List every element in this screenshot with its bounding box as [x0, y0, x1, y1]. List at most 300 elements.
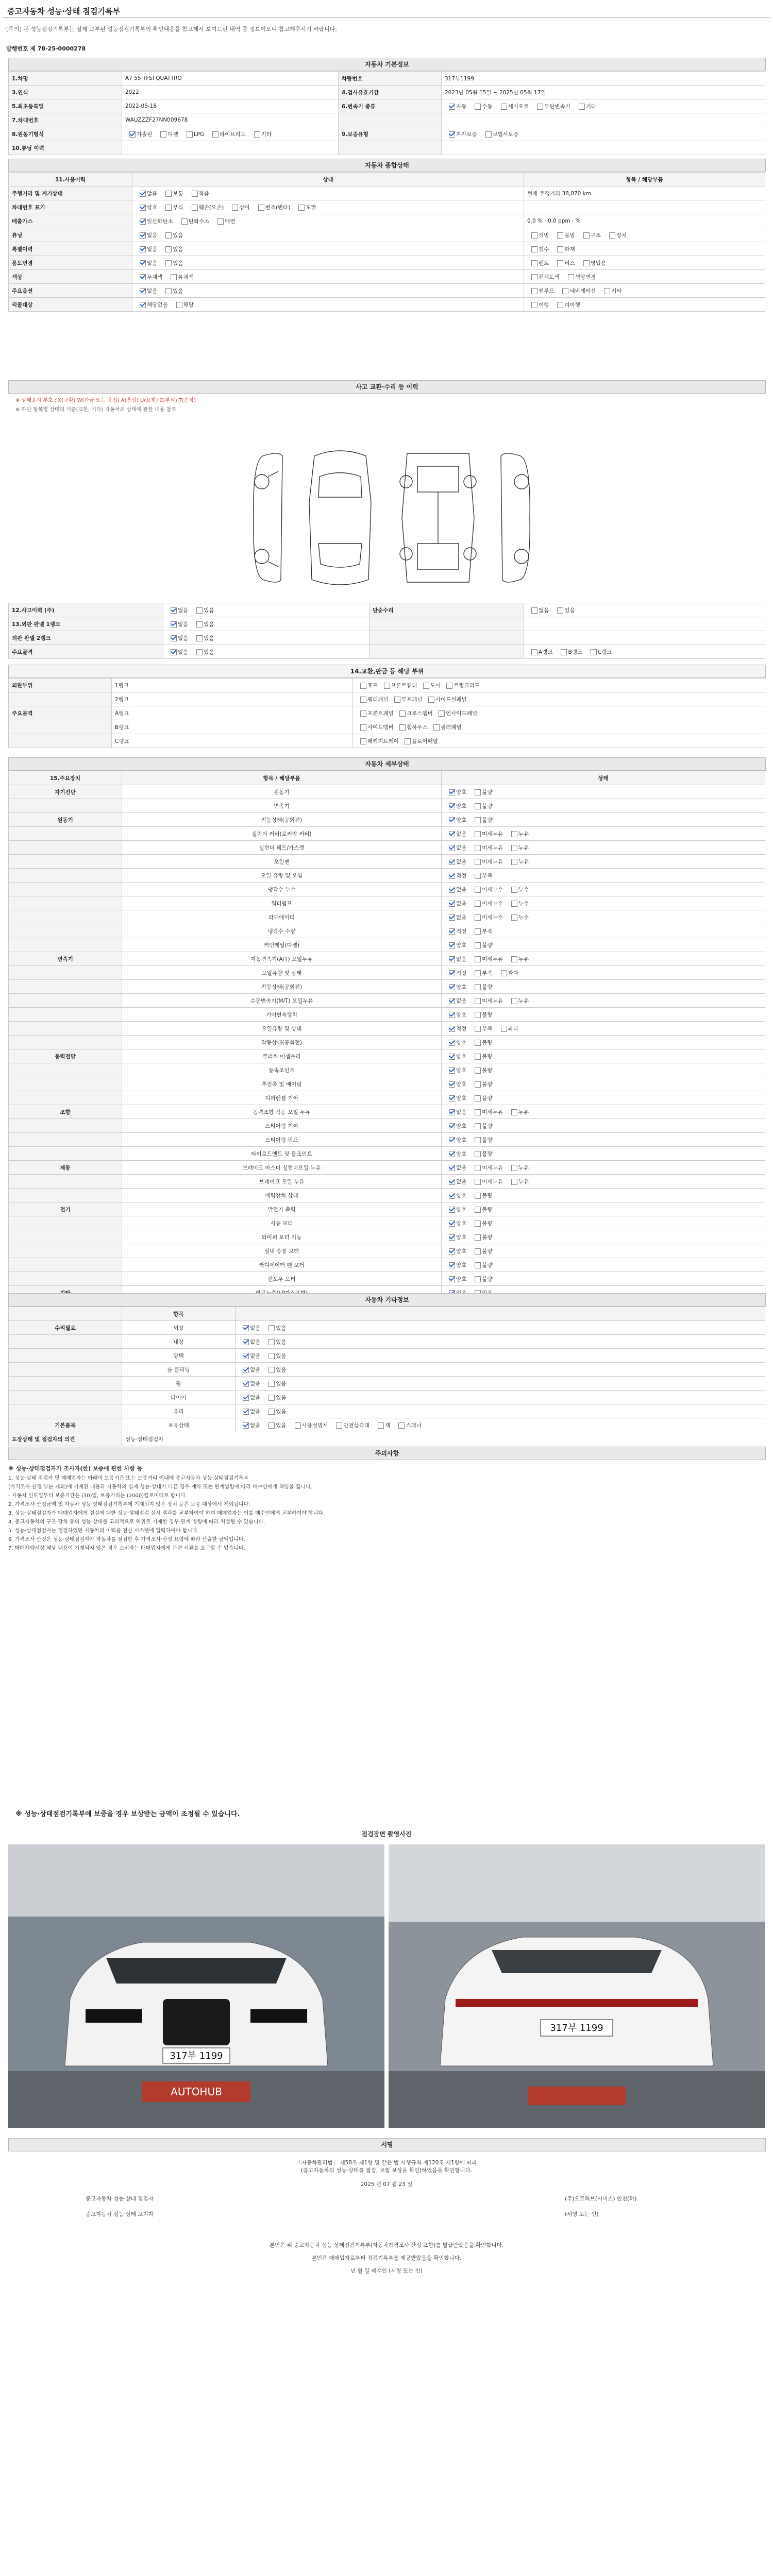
- checkbox[interactable]: [501, 1026, 507, 1032]
- checkbox[interactable]: [475, 1067, 481, 1074]
- checkbox[interactable]: [160, 131, 166, 138]
- checkbox[interactable]: [449, 1109, 455, 1115]
- checkbox[interactable]: [449, 1137, 455, 1143]
- other-state: [236, 1363, 765, 1377]
- checkbox[interactable]: [449, 859, 455, 865]
- checkbox[interactable]: [557, 246, 563, 252]
- checkbox[interactable]: [268, 1395, 275, 1401]
- checkbox[interactable]: [449, 1151, 455, 1157]
- checkbox[interactable]: [449, 789, 455, 795]
- checkbox[interactable]: [171, 621, 177, 628]
- checkbox[interactable]: [562, 288, 568, 294]
- checkbox[interactable]: [557, 232, 563, 239]
- checkbox[interactable]: [501, 104, 507, 110]
- checkbox[interactable]: [268, 1339, 275, 1345]
- checkbox[interactable]: [475, 970, 481, 976]
- checkbox[interactable]: [511, 887, 517, 893]
- detail-row: [9, 938, 765, 952]
- overall-state: [132, 298, 524, 312]
- checkbox[interactable]: [531, 288, 537, 294]
- checkbox[interactable]: [295, 1422, 301, 1429]
- checkbox[interactable]: [531, 274, 537, 280]
- checkbox[interactable]: [449, 1095, 455, 1101]
- checkbox[interactable]: [449, 131, 455, 138]
- checkbox[interactable]: [176, 302, 182, 308]
- checkbox[interactable]: [531, 232, 537, 239]
- checkbox-label: 양호: [147, 204, 158, 211]
- checkbox[interactable]: [449, 1262, 455, 1268]
- detail-group: [9, 1036, 122, 1049]
- checkbox[interactable]: [557, 260, 563, 266]
- checkbox-label: 있음: [173, 260, 183, 266]
- checkbox-label: 양호: [456, 1220, 467, 1227]
- basic-label-2: 9.보증유형: [339, 127, 442, 141]
- checkbox[interactable]: [583, 260, 590, 266]
- checkbox[interactable]: [449, 1165, 455, 1171]
- checkbox[interactable]: [475, 1054, 481, 1060]
- checkbox-label: 양호: [456, 817, 467, 823]
- checkbox[interactable]: [475, 1234, 481, 1241]
- checkbox[interactable]: [165, 260, 172, 266]
- checkbox-label: 누유: [518, 844, 529, 851]
- doc-no-value: 78-25-0000278: [37, 45, 86, 52]
- checkbox[interactable]: [475, 1276, 481, 1282]
- checkbox[interactable]: [140, 274, 146, 280]
- checkbox-label: 불량: [482, 1150, 493, 1157]
- checkbox-label: 있음: [276, 1338, 287, 1345]
- checkbox[interactable]: [171, 649, 177, 655]
- detail-head-cell: 상태: [442, 771, 765, 785]
- checkbox[interactable]: [449, 1054, 455, 1060]
- checkbox[interactable]: [475, 789, 481, 795]
- doc-no-label: 발행번호 제: [6, 45, 36, 52]
- checkbox[interactable]: [243, 1422, 249, 1429]
- detail-row: [9, 1008, 765, 1022]
- checkbox[interactable]: [449, 942, 455, 948]
- checkbox-label: 썬루프: [539, 287, 554, 294]
- checkbox[interactable]: [449, 1012, 455, 1018]
- checkbox[interactable]: [398, 1422, 405, 1429]
- checkbox-label: 양호: [456, 789, 467, 795]
- checkbox[interactable]: [449, 928, 455, 935]
- checkbox[interactable]: [243, 1367, 249, 1373]
- checkbox[interactable]: [449, 887, 455, 893]
- checkbox-label: 양호: [456, 1192, 467, 1199]
- detail-group: [9, 1230, 122, 1244]
- detail-group: [9, 1258, 122, 1272]
- checkbox[interactable]: [171, 274, 177, 280]
- checkbox-label: 누유: [518, 858, 529, 865]
- checkbox[interactable]: [475, 1123, 481, 1129]
- checkbox[interactable]: [475, 1179, 481, 1185]
- detail-group: [9, 910, 122, 924]
- checkbox[interactable]: [475, 1095, 481, 1101]
- checkbox-label: 누유: [518, 997, 529, 1004]
- checkbox[interactable]: [140, 205, 146, 211]
- detail-item: 냉각수 누수: [122, 883, 442, 896]
- checkbox[interactable]: [475, 887, 481, 893]
- damage-item: 12.사고이력 (주): [9, 603, 163, 617]
- rear-car-image: [389, 1844, 765, 2128]
- checkbox[interactable]: [475, 1012, 481, 1018]
- checkbox[interactable]: [243, 1353, 249, 1359]
- checkbox[interactable]: [531, 302, 537, 308]
- checkbox-label: 미세누유: [482, 956, 503, 962]
- overall-item: 배출가스: [9, 214, 132, 228]
- checkbox[interactable]: [449, 1221, 455, 1227]
- checkbox[interactable]: [511, 956, 517, 962]
- detail-row: [9, 1049, 765, 1063]
- overall-detail: [524, 284, 765, 298]
- checkbox[interactable]: [561, 649, 567, 655]
- checkbox[interactable]: [475, 1248, 481, 1255]
- checkbox[interactable]: [583, 232, 590, 239]
- detail-row: [9, 1022, 765, 1036]
- caution-line: 3. 성능·상태점검자가 매매업자에게 점검에 대한 성능·상태점검 실시 결과를 교부하여야 하며 매매업자는 이를 매수인에게 교부하여야 합니다.: [8, 1510, 325, 1516]
- checkbox[interactable]: [501, 970, 507, 976]
- checkbox[interactable]: [449, 1207, 455, 1213]
- checkbox[interactable]: [449, 817, 455, 823]
- checkbox-label: 누유: [518, 1164, 529, 1171]
- checkbox-label: 디젤: [167, 131, 178, 138]
- checkbox[interactable]: [475, 859, 481, 865]
- checkbox[interactable]: [449, 970, 455, 976]
- checkbox[interactable]: [254, 131, 260, 138]
- checkbox[interactable]: [140, 302, 146, 308]
- detail-item: 기어변속장치: [122, 1008, 442, 1022]
- checkbox[interactable]: [609, 232, 615, 239]
- other-item: 외장: [122, 1321, 236, 1335]
- inspection-photos: [8, 1844, 765, 2133]
- checkbox-label: 기타: [261, 131, 272, 138]
- checkbox[interactable]: [196, 621, 203, 628]
- report-notice: [주의] 본 성능점검기록부는 실제 교부된 성능점검기록부의 확인내용을 참고해서 보여드린 내역 중 정보이오니 참고해주시기 바랍니다.: [6, 26, 337, 32]
- checkbox[interactable]: [591, 649, 597, 655]
- checkbox[interactable]: [475, 984, 481, 990]
- checkbox-label: 상이: [239, 204, 250, 211]
- checkbox-label: 없음: [456, 956, 467, 962]
- checkbox[interactable]: [568, 274, 574, 280]
- checkbox[interactable]: [232, 205, 238, 211]
- checkbox[interactable]: [243, 1325, 249, 1331]
- basic-value-2: 2023년 05월 15일 ~ 2025년 05월 17일: [442, 86, 765, 99]
- checkbox[interactable]: [165, 191, 172, 197]
- other-head-cell: 항목: [122, 1307, 236, 1321]
- checkbox[interactable]: [140, 260, 146, 266]
- checkbox-label: 양호: [456, 1206, 467, 1213]
- detail-row: [9, 1091, 765, 1105]
- caution-big-note: ※ 성능·상태점검기록부에 보증을 경우 보상받는 금액이 조정될 수 있습니다.: [15, 1810, 240, 1818]
- inspector-label: 중고자동차 성능·상태 점검자: [86, 2196, 154, 2202]
- checkbox[interactable]: [475, 1165, 481, 1171]
- checkbox-label: 있음: [276, 1408, 287, 1415]
- section-damage-history: 사고 교환·수리 등 이력: [8, 380, 766, 394]
- checkbox[interactable]: [449, 845, 455, 851]
- checkbox[interactable]: [449, 956, 455, 962]
- overall-item: 주행거리 및 계기상태: [9, 187, 132, 200]
- checkbox[interactable]: [475, 1151, 481, 1157]
- checkbox-label: 없음: [456, 1109, 467, 1115]
- checkbox[interactable]: [140, 288, 146, 294]
- checkbox[interactable]: [449, 901, 455, 907]
- checkbox[interactable]: [449, 831, 455, 837]
- checkbox-label: 양호: [456, 1276, 467, 1282]
- checkbox[interactable]: [475, 1221, 481, 1227]
- checkbox[interactable]: [511, 914, 517, 921]
- checkbox-label: 없음: [178, 621, 189, 628]
- checkbox[interactable]: [449, 1067, 455, 1074]
- detail-group: [9, 1272, 122, 1286]
- overall-head-cell: 항목 / 해당부품: [524, 173, 765, 187]
- detail-state: [442, 841, 765, 855]
- checkbox[interactable]: [268, 1367, 275, 1373]
- checkbox-label: 과다: [508, 1025, 518, 1032]
- other-group: [9, 1404, 122, 1418]
- detail-row: [9, 1175, 765, 1189]
- checkbox[interactable]: [449, 1276, 455, 1282]
- checkbox[interactable]: [196, 649, 203, 655]
- detail-group: [9, 1022, 122, 1036]
- checkbox[interactable]: [475, 998, 481, 1004]
- checkbox-label: 있음: [204, 607, 214, 614]
- checkbox[interactable]: [475, 942, 481, 948]
- checkbox[interactable]: [604, 288, 610, 294]
- checkbox-label: 누유: [518, 1178, 529, 1185]
- checkbox[interactable]: [475, 1137, 481, 1143]
- checkbox-label: 있음: [173, 232, 183, 239]
- other-row: [9, 1418, 765, 1432]
- detail-row: [9, 952, 765, 966]
- checkbox[interactable]: [557, 607, 563, 614]
- checkbox[interactable]: [475, 845, 481, 851]
- checkbox[interactable]: [475, 1081, 481, 1088]
- checkbox[interactable]: [449, 984, 455, 990]
- checkbox[interactable]: [531, 260, 537, 266]
- detail-item: 라디에이터: [122, 910, 442, 924]
- detail-item: 실내 송풍 모터: [122, 1244, 442, 1258]
- checkbox[interactable]: [475, 873, 481, 879]
- checkbox[interactable]: [475, 104, 481, 110]
- checkbox-label: 양호: [456, 1150, 467, 1157]
- checkbox[interactable]: [243, 1409, 249, 1415]
- checkbox[interactable]: [196, 607, 203, 614]
- checkbox[interactable]: [243, 1339, 249, 1345]
- checkbox[interactable]: [192, 205, 198, 211]
- checkbox[interactable]: [475, 928, 481, 935]
- checkbox-label: 없음: [456, 831, 467, 837]
- checkbox[interactable]: [475, 1109, 481, 1115]
- detail-row: [9, 910, 765, 924]
- checkbox[interactable]: [475, 803, 481, 809]
- basic-value: 2022-05-18: [122, 99, 339, 113]
- checkbox[interactable]: [511, 901, 517, 907]
- checkbox[interactable]: [181, 218, 188, 225]
- checkbox[interactable]: [485, 131, 492, 138]
- detail-row: [9, 966, 765, 980]
- damage-legend-2: ※ 하단 항목별 상태의 기준(교환, 기타) 자동차의 상태에 관한 내용 참조: [15, 407, 176, 413]
- checkbox-label: 있음: [204, 635, 214, 641]
- checkbox[interactable]: [557, 302, 563, 308]
- other-state: [236, 1404, 765, 1418]
- checkbox[interactable]: [165, 288, 172, 294]
- checkbox[interactable]: [298, 205, 305, 211]
- checkbox[interactable]: [511, 831, 517, 837]
- checkbox[interactable]: [140, 232, 146, 239]
- checkbox[interactable]: [511, 1165, 517, 1171]
- checkbox[interactable]: [537, 104, 543, 110]
- checkbox[interactable]: [511, 859, 517, 865]
- checkbox[interactable]: [212, 131, 219, 138]
- checkbox[interactable]: [579, 104, 585, 110]
- checkbox-label: 화재: [564, 246, 575, 252]
- checkbox[interactable]: [475, 956, 481, 962]
- section-detail-status: 자동차 세부상태: [8, 757, 766, 771]
- overall-row: [9, 256, 765, 270]
- checkbox[interactable]: [511, 1179, 517, 1185]
- checkbox[interactable]: [140, 191, 146, 197]
- checkbox[interactable]: [475, 817, 481, 823]
- checkbox[interactable]: [129, 131, 136, 138]
- other-price-row: [9, 1432, 765, 1446]
- checkbox-label: 불량: [482, 1067, 493, 1074]
- checkbox[interactable]: [531, 649, 537, 655]
- damage-state: [163, 631, 369, 645]
- damage-row: [9, 617, 765, 631]
- detail-row: [9, 827, 765, 841]
- checkbox[interactable]: [140, 218, 146, 225]
- checkbox[interactable]: [171, 607, 177, 614]
- checkbox[interactable]: [268, 1422, 275, 1429]
- detail-group: [9, 1244, 122, 1258]
- checkbox[interactable]: [196, 635, 203, 641]
- checkbox[interactable]: [449, 998, 455, 1004]
- checkbox-label: 장치: [616, 232, 627, 239]
- checkbox[interactable]: [475, 914, 481, 921]
- checkbox-label: 양호: [456, 1095, 467, 1101]
- checkbox[interactable]: [258, 205, 264, 211]
- checkbox-label: 훼손(오손): [198, 204, 224, 211]
- detail-group: [9, 1133, 122, 1147]
- detail-head-row: [9, 771, 765, 785]
- checkbox[interactable]: [531, 607, 537, 614]
- checkbox-label: 양호: [456, 803, 467, 809]
- damage-state: [163, 645, 369, 659]
- other-group: [9, 1335, 122, 1349]
- checkbox[interactable]: [511, 845, 517, 851]
- checkbox[interactable]: [268, 1325, 275, 1331]
- checkbox-label: 유채색: [178, 274, 194, 280]
- detail-state: [442, 827, 765, 841]
- checkbox[interactable]: [449, 1081, 455, 1088]
- checkbox[interactable]: [336, 1422, 342, 1429]
- detail-state: [442, 910, 765, 924]
- checkbox[interactable]: [192, 191, 198, 197]
- detail-row: [9, 799, 765, 813]
- detail-item: 변속기: [122, 799, 442, 813]
- checkbox[interactable]: [475, 831, 481, 837]
- checkbox-label: 렌트: [539, 260, 549, 266]
- checkbox[interactable]: [449, 873, 455, 879]
- checkbox[interactable]: [475, 1207, 481, 1213]
- checkbox[interactable]: [187, 131, 193, 138]
- checkbox[interactable]: [449, 1248, 455, 1255]
- checkbox-label: 리스: [564, 260, 575, 266]
- overall-state: [132, 200, 524, 214]
- checkbox[interactable]: [268, 1353, 275, 1359]
- checkbox[interactable]: [165, 232, 172, 239]
- checkbox[interactable]: [140, 246, 146, 252]
- overall-item: 튜닝: [9, 228, 132, 242]
- detail-group: [9, 841, 122, 855]
- checkbox-label: 누수: [518, 900, 529, 907]
- checkbox[interactable]: [165, 246, 172, 252]
- checkbox-label: 누수: [518, 914, 529, 921]
- checkbox-label: 불량: [482, 1234, 493, 1241]
- basic-label: 8.원동기형식: [9, 127, 122, 141]
- checkbox-label: 적정: [456, 970, 467, 976]
- detail-item: 브레이크 오일 누유: [122, 1175, 442, 1189]
- other-group: [9, 1349, 122, 1363]
- checkbox-label: 양호: [456, 1053, 467, 1060]
- checkbox[interactable]: [243, 1381, 249, 1387]
- checkbox[interactable]: [475, 901, 481, 907]
- checkbox[interactable]: [449, 1193, 455, 1199]
- other-info-table: [8, 1307, 765, 1446]
- checkbox-label: 양호: [456, 1081, 467, 1088]
- checkbox[interactable]: [378, 1422, 384, 1429]
- overall-row: [9, 228, 765, 242]
- checkbox[interactable]: [449, 803, 455, 809]
- checkbox[interactable]: [449, 104, 455, 110]
- other-item: 유리: [122, 1404, 236, 1418]
- checkbox-label: 불량: [482, 1081, 493, 1088]
- checkbox[interactable]: [475, 1026, 481, 1032]
- checkbox[interactable]: [449, 1026, 455, 1032]
- checkbox[interactable]: [449, 1179, 455, 1185]
- checkbox-label: 해당: [183, 301, 194, 308]
- checkbox[interactable]: [171, 635, 177, 641]
- checkbox[interactable]: [449, 1234, 455, 1241]
- checkbox-label: 불량: [482, 1039, 493, 1046]
- checkbox-label: 잭: [385, 1422, 391, 1429]
- detail-item: 와이퍼 모터 기능: [122, 1230, 442, 1244]
- checkbox[interactable]: [449, 1040, 455, 1046]
- checkbox[interactable]: [268, 1381, 275, 1387]
- checkbox[interactable]: [449, 1123, 455, 1129]
- checkbox[interactable]: [531, 246, 537, 252]
- checkbox[interactable]: [475, 1193, 481, 1199]
- checkbox-label: 매연: [225, 218, 236, 225]
- checkbox[interactable]: [268, 1409, 275, 1415]
- checkbox[interactable]: [475, 1040, 481, 1046]
- detail-item: 수동변속기(M/T) 오일누유: [122, 994, 442, 1008]
- other-head-blank: [9, 1307, 122, 1321]
- detail-row: [9, 1147, 765, 1161]
- checkbox[interactable]: [217, 218, 224, 225]
- other-state: [236, 1335, 765, 1349]
- detail-row: [9, 994, 765, 1008]
- parts-grid: 외판부위 1랭크 후드 프론트휀더 도어 트렁크리드 2랭크 쿼터패널 루프패널 사이드실패널 주요골격 A랭크 프론트패널 크로스멤버 인사이드패널 B랭크 사이드멤버 휠하우스 필러패널 C랭크 패키지트레이 플로어패널: [8, 678, 765, 748]
- checkbox-label: 미세누유: [482, 831, 503, 837]
- checkbox[interactable]: [475, 1262, 481, 1268]
- overall-state: [132, 214, 524, 228]
- detail-item: 자동변속기(A/T) 오일누유: [122, 952, 442, 966]
- checkbox[interactable]: [449, 914, 455, 921]
- checkbox[interactable]: [165, 205, 172, 211]
- checkbox[interactable]: [243, 1395, 249, 1401]
- checkbox[interactable]: [511, 998, 517, 1004]
- checkbox[interactable]: [511, 1109, 517, 1115]
